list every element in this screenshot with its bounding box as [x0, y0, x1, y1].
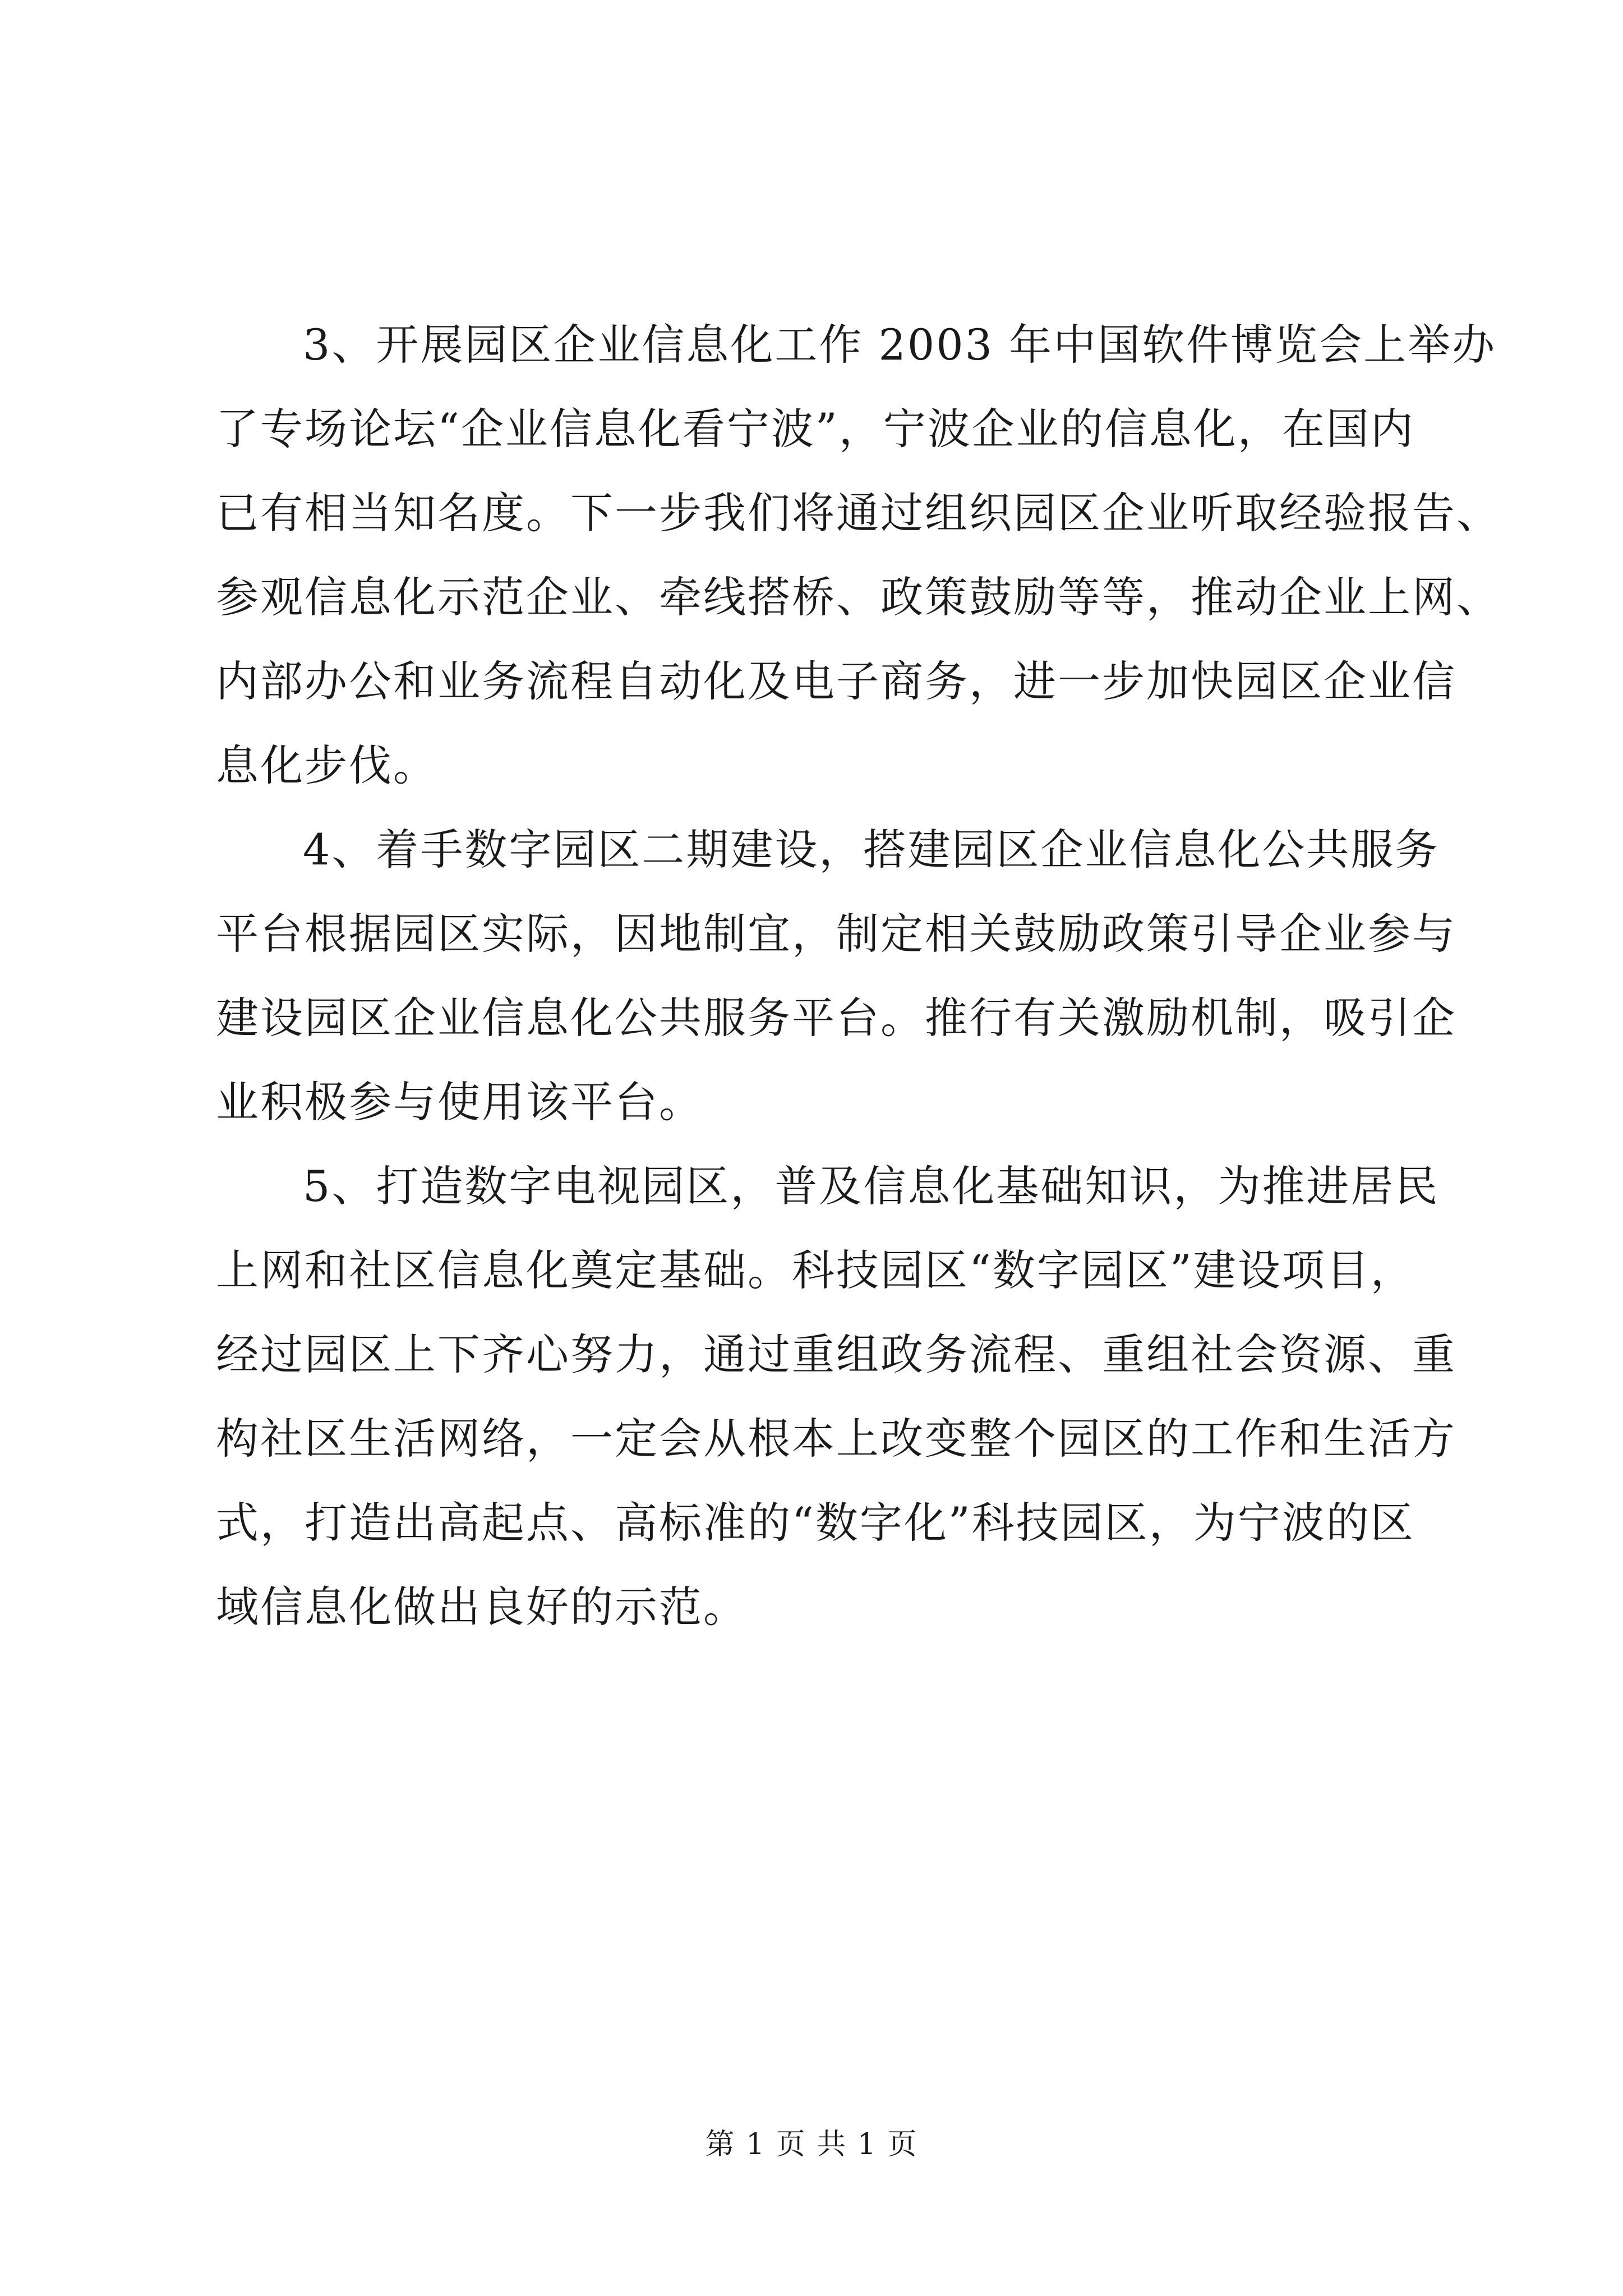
paragraph-line: 业积极参与使用该平台。 [216, 1077, 703, 1127]
paragraph-line: 参观信息化示范企业、牵线搭桥、政策鼓励等等，推动企业上网、 [216, 572, 1501, 622]
page-number-footer: 第 1 页 共 1 页 [705, 2128, 918, 2161]
paragraph-line: 了专场论坛“企业信息化看宁波”，宁波企业的信息化，在国内 [216, 404, 1415, 454]
paragraph-line: 息化步伐。 [216, 740, 437, 790]
paragraph-line: 式，打造出高起点、高标准的“数字化”科技园区，为宁波的区 [216, 1498, 1415, 1548]
paragraph-line: 内部办公和业务流程自动化及电子商务，进一步加快园区企业信 [216, 656, 1456, 706]
paragraph-line: 构社区生活网络，一定会从根本上改变整个园区的工作和生活方 [216, 1414, 1456, 1464]
paragraph-line: 上网和社区信息化奠定基础。科技园区“数字园区”建设项目， [216, 1245, 1415, 1295]
paragraph-line: 建设园区企业信息化公共服务平台。推行有关激励机制，吸引企 [216, 993, 1456, 1043]
paragraph-line: 5、打造数字电视园区，普及信息化基础知识，为推进居民 [303, 1161, 1440, 1211]
paragraph-5 [216, 1144, 1495, 1649]
paragraph-line: 4、着手数字园区二期建设，搭建园区企业信息化公共服务 [303, 825, 1440, 875]
paragraph-line: 3、开展园区企业信息化工作 2003 年中国软件博览会上举办 [303, 320, 1497, 370]
paragraph-line: 已有相当知名度。下一步我们将通过组织园区企业听取经验报告、 [216, 488, 1501, 538]
document-body [216, 303, 1501, 1649]
paragraph-line: 经过园区上下齐心努力，通过重组政务流程、重组社会资源、重 [216, 1329, 1456, 1379]
paragraph-line: 域信息化做出良好的示范。 [216, 1582, 748, 1632]
paragraph-3 [216, 303, 1501, 808]
paragraph-4 [216, 808, 1495, 1144]
paragraph-line: 平台根据园区实际，因地制宜，制定相关鼓励政策引导企业参与 [216, 909, 1456, 959]
